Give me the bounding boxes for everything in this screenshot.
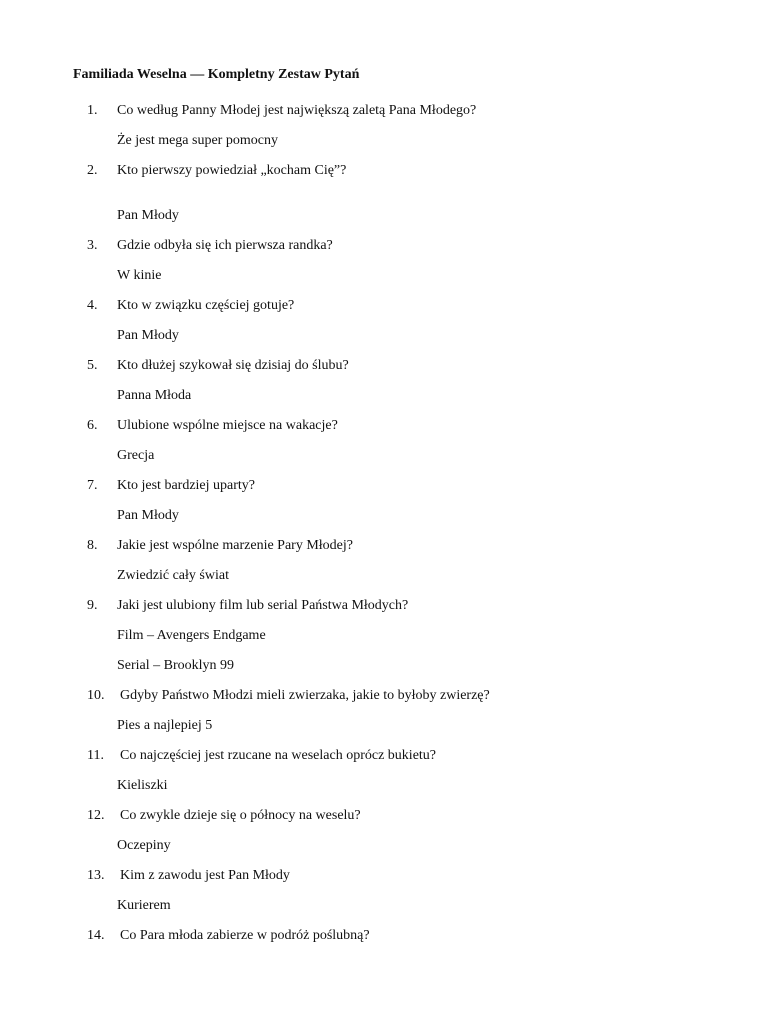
- question-text: Gdyby Państwo Młodzi mieli zwierzaka, jakie to byłoby zwierzę?: [120, 688, 490, 703]
- answer-text: Oczepiny: [117, 838, 171, 853]
- question-text: Jakie jest wspólne marzenie Pary Młodej?: [117, 538, 353, 553]
- question-text: Gdzie odbyła się ich pierwsza randka?: [117, 238, 333, 253]
- answer-text: Pies a najlepiej 5: [117, 718, 213, 733]
- answer-text: Pan Młody: [117, 508, 179, 523]
- question-text: Kto jest bardziej uparty?: [117, 478, 256, 493]
- answer-text: Kurierem: [117, 898, 171, 913]
- question-text: Jaki jest ulubiony film lub serial Państwa Młodych?: [117, 598, 409, 613]
- question-number: 3.: [87, 238, 98, 253]
- question-text: Kto pierwszy powiedział „kocham Cię”?: [117, 163, 347, 178]
- answer-text: W kinie: [117, 268, 162, 283]
- question-text: Kto w związku częściej gotuje?: [117, 298, 295, 313]
- question-number: 10.: [87, 688, 105, 703]
- question-number: 14.: [87, 928, 105, 943]
- question-text: Co zwykle dzieje się o północy na weselu?: [120, 808, 361, 823]
- question-number: 1.: [87, 103, 98, 118]
- question-number: 5.: [87, 358, 98, 373]
- document-title: Familiada Weselna — Kompletny Zestaw Pytań: [73, 67, 360, 82]
- question-text: Ulubione wspólne miejsce na wakacje?: [117, 418, 338, 433]
- answer-text: Pan Młody: [117, 208, 179, 223]
- question-number: 11.: [87, 748, 104, 763]
- question-number: 7.: [87, 478, 98, 493]
- answer-text: Grecja: [117, 448, 155, 463]
- answer-text: Zwiedzić cały świat: [117, 568, 229, 583]
- question-number: 13.: [87, 868, 105, 883]
- answer-text: Kieliszki: [117, 778, 168, 793]
- question-text: Co według Panny Młodej jest największą zaletą Pana Młodego?: [117, 103, 477, 118]
- answer-text: Serial – Brooklyn 99: [117, 658, 235, 673]
- question-number: 12.: [87, 808, 105, 823]
- question-number: 9.: [87, 598, 98, 613]
- question-text: Co Para młoda zabierze w podróż poślubną?: [120, 928, 370, 943]
- answer-text: Że jest mega super pomocny: [117, 133, 278, 148]
- question-number: 6.: [87, 418, 98, 433]
- question-text: Kto dłużej szykował się dzisiaj do ślubu?: [117, 358, 349, 373]
- answer-text: Panna Młoda: [117, 388, 192, 403]
- question-text: Kim z zawodu jest Pan Młody: [120, 868, 290, 883]
- answer-text: Film – Avengers Endgame: [117, 628, 266, 643]
- answer-text: Pan Młody: [117, 328, 179, 343]
- question-text: Co najczęściej jest rzucane na weselach oprócz bukietu?: [120, 748, 437, 763]
- question-number: 2.: [87, 163, 98, 178]
- question-number: 8.: [87, 538, 98, 553]
- question-number: 4.: [87, 298, 98, 313]
